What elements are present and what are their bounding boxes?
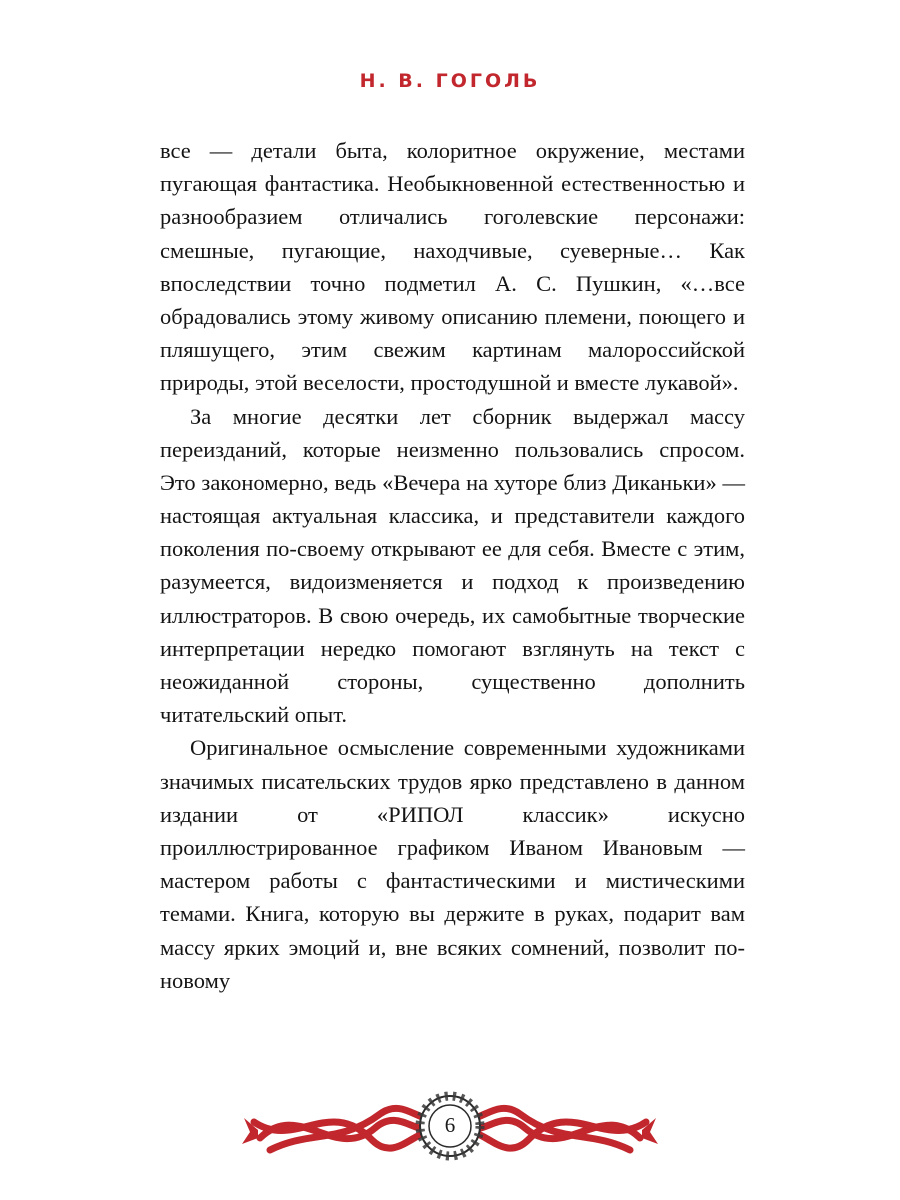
running-head-author: Н. В. ГОГОЛЬ [359,70,541,92]
page-spacer [0,997,900,1050]
ribbon-ornament-icon [240,1070,660,1180]
page-footer [0,1050,900,1200]
paragraph: За многие десятки лет сборник выдержал массу переизданий, которые неизменно пользовались спросом. Это закономерно, ведь «Вечера на хуторе близ Диканьки» — настоящая актуальная классика, и представители каждого поколения по-своему открывают ее для себя. Вместе с этим, разумеется, видоизменяется и подход к произведению иллюстраторов. В свою очередь, их самобытные творческие интерпретации нередко помогают взглянуть на текст с неожиданной стороны, существенно дополнить читательский опыт. [160,403,745,728]
page-body-text [160,134,745,997]
page-number: 6 [444,1113,456,1137]
paragraph: все — детали быта, колоритное окружение, местами пугающая фантастика. Необыкновенной естественностью и разнообразием отличались гоголевские персонажи: смешные, пугающие, находчивые, суеверные… Как впоследствии точно подметил А. С. Пушкин, «…все обрадовались этому живому описанию племени, поющего и пляшущего, этим свежим картинам малороссийской природы, этой веселости, простодушной и вместе лукавой». [160,138,745,396]
paragraph: Оригинальное осмысление современными художниками значимых писательских трудов ярко представлено в данном издании от «РИПОЛ классик» искусно проиллюстрированное графиком Иваном Ивановым — мастером работы с фантастическими и мистическими темами. Книга, которую вы держите в руках, подарит вам массу ярких эмоций и, вне всяких сомнений, позволит по-новому [160,735,745,993]
